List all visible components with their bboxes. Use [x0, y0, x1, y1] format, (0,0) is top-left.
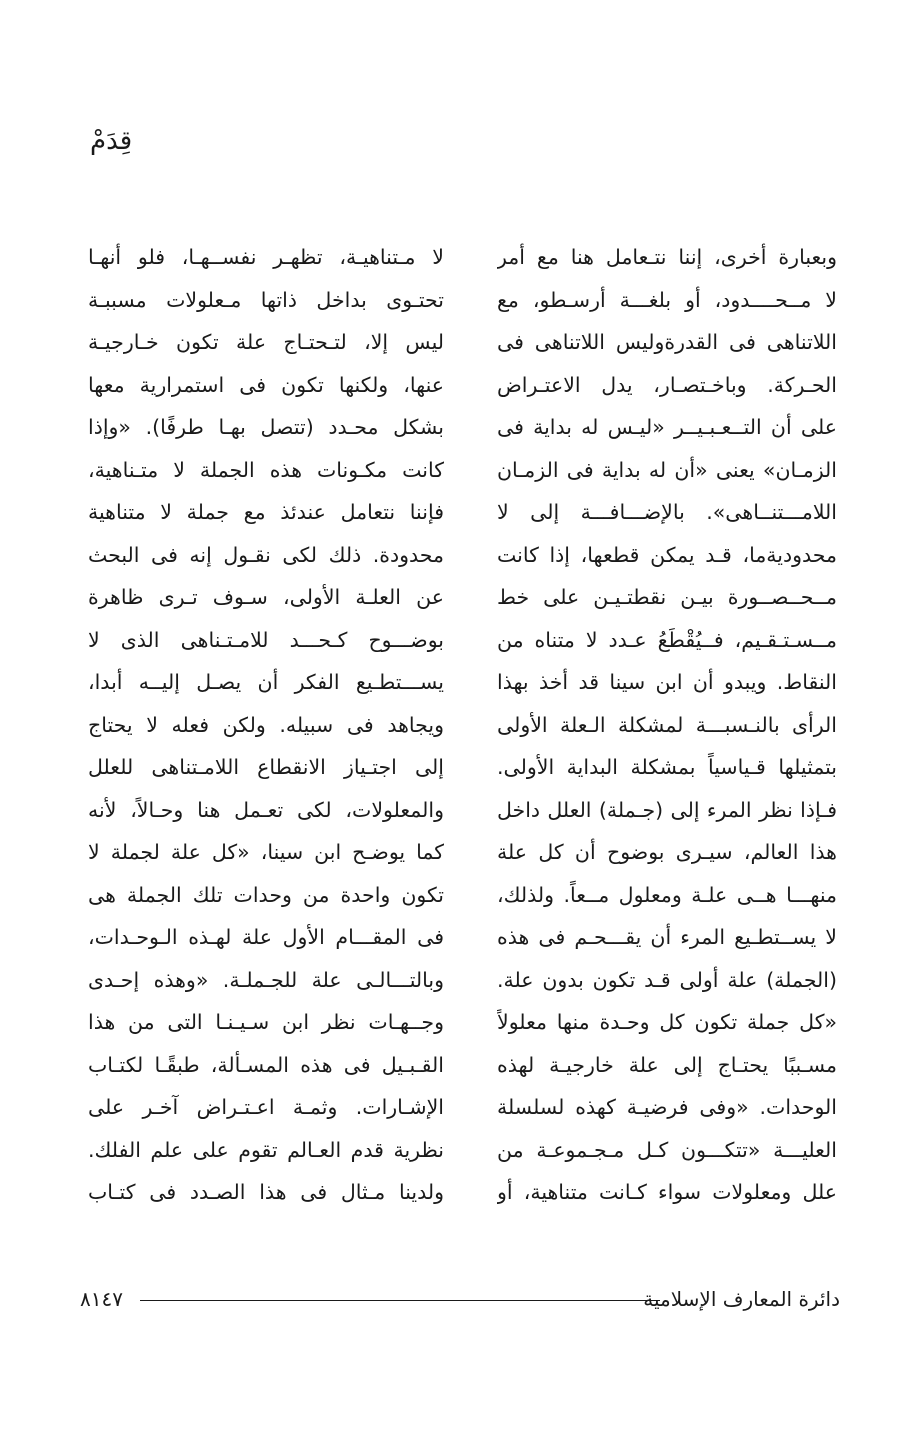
- text-line: لا يســتطـيع المرء أن يقـــحـم فى هذه: [497, 925, 837, 949]
- footer-title: دائرة المعارف الإسلامية: [643, 1287, 840, 1311]
- text-line: علل ومعلولات سواء كـانت متناهية، أو: [497, 1180, 837, 1204]
- text-line: الإشـارات. وثمـة اعـتـراض آخـر على: [88, 1095, 444, 1119]
- text-line: العليـــة «تتكـــون كـل مـجـموعـة من: [497, 1137, 837, 1162]
- text-line: النقاط. ويبدو أن ابن سينا قد أخذ بهذا: [497, 670, 837, 694]
- text-line: فإننا نتعامل عندئذ مع جملة لا متناهية: [88, 500, 444, 524]
- text-line: تكون واحدة من وحدات تلك الجملة هى: [88, 882, 444, 907]
- text-line: لا مــحــــدود، أو بلغـــة أرسـطو، مع: [497, 287, 837, 312]
- text-line: محدوديةما، قـد يمكن قطعها، إذا كانت: [497, 542, 837, 567]
- text-line: اللاتناهى فى القدرةوليس اللاتناهى فى: [497, 330, 837, 354]
- footer-rule: [140, 1300, 660, 1301]
- text-line: كما يوضـح ابن سينا، «كل علة لجملة لا: [88, 840, 444, 864]
- text-line: فى المقـــام الأول علة لهـذه الـوحـدات،: [88, 925, 444, 949]
- text-line: إلى اجتـياز الانقطاع اللامـتناهى للعلل: [88, 755, 444, 779]
- text-line: فـإذا نظر المرء إلى (جـملة) العلل داخل: [497, 797, 837, 822]
- text-line: عن العلـة الأولى، سـوف تـرى ظاهرة: [88, 585, 444, 609]
- text-line: كانت مكـونات هذه الجملة لا متـناهية،: [88, 457, 444, 482]
- text-line: محدودة. ذلك لكى نقـول إنه فى البحث: [88, 542, 444, 567]
- text-line: على أن التــعـبـيــر «ليـس له بداية فى: [497, 415, 837, 439]
- text-line: الرأى بالنـسبـــة لمشكلة الـعلة الأولى: [497, 712, 837, 737]
- text-line: بشكل محـدد (تتصل بهـا طرفًا). «وإذا: [88, 415, 444, 439]
- text-line: مــسـتـقـيم، فــيُقْطَعُ عـدد لا متناه من: [497, 627, 837, 652]
- text-column-right: [497, 236, 837, 1214]
- text-line: الوحدات. «وفى فرضيـة كهذه لسلسلة: [497, 1095, 837, 1119]
- text-line: مــحــصــورة بيـن نقطتـيـن على خط: [497, 585, 837, 609]
- text-line: وجــهـات نظر ابن سـيـنـا التى من هذا: [88, 1010, 444, 1034]
- text-line: وبالتـــالـى علة للجـملـة. «وهذه إحـدى: [88, 967, 444, 992]
- page-number: ٨١٤٧: [80, 1287, 123, 1311]
- text-line: بتمثيلها قـياسياً بمشكلة البداية الأولى.: [497, 755, 837, 779]
- text-line: منهـــا هــى علـة ومعلول مــعاً. ولذلك،: [497, 882, 837, 907]
- text-line: القـبـيل فى هذه المسـألة، طبقًـا لكتـاب: [88, 1052, 444, 1077]
- text-line: يســـتطـيع الفكر أن يصـل إليــه أبدا،: [88, 670, 444, 694]
- text-line: ويجاهد فى سبيله. ولكن فعله لا يحتاج: [88, 712, 444, 737]
- text-line: ولدينا مـثال فى هذا الصـدد فى كتـاب: [88, 1180, 444, 1204]
- running-head: قِدَمْ: [90, 126, 133, 156]
- text-line: الزمـان» يعنى «أن له بداية فى الزمـان: [497, 457, 837, 482]
- text-line: بوضـــوح كـحـــد للامـتـناهى الذى لا: [88, 627, 444, 652]
- text-line: اللامـــتنــاهى». بالإضـــافـــة إلى لا: [497, 500, 837, 524]
- text-line: والمعلولات، لكى تعـمل هنا وحـالاً، لأنه: [88, 797, 444, 822]
- text-column-left: [88, 236, 444, 1214]
- text-line: مسـببًا يحتـاج إلى علة خارجيـة لهذه: [497, 1052, 837, 1077]
- text-line: «كل جملة تكون كل وحـدة منها معلولاً: [497, 1010, 837, 1034]
- page-footer: [80, 1284, 840, 1314]
- text-line: هذا العالم، سيـرى بوضوح أن كل علة: [497, 840, 837, 864]
- text-line: (الجملة) علة أولى قـد تكون بدون علة.: [497, 967, 837, 992]
- text-line: ليس إلا، لتـحتـاج علة تكون خـارجيـة: [88, 330, 444, 354]
- text-line: عنها، ولكنها تكون فى استمرارية معها: [88, 372, 444, 397]
- text-line: نظرية قدم العـالم تقوم على علم الفلك.: [88, 1137, 444, 1162]
- text-line: الحـركة. وباخـتصـار، يدل الاعتـراض: [497, 372, 837, 397]
- text-line: لا مـتناهيـة، تظهـر نفســهـا، فلو أنهـا: [88, 245, 444, 269]
- text-line: وبعبارة أخرى، إننا نتـعامل هنا مع أمر: [497, 245, 837, 269]
- text-line: تحتـوى بداخل ذاتها مـعلولات مسببـة: [88, 287, 444, 312]
